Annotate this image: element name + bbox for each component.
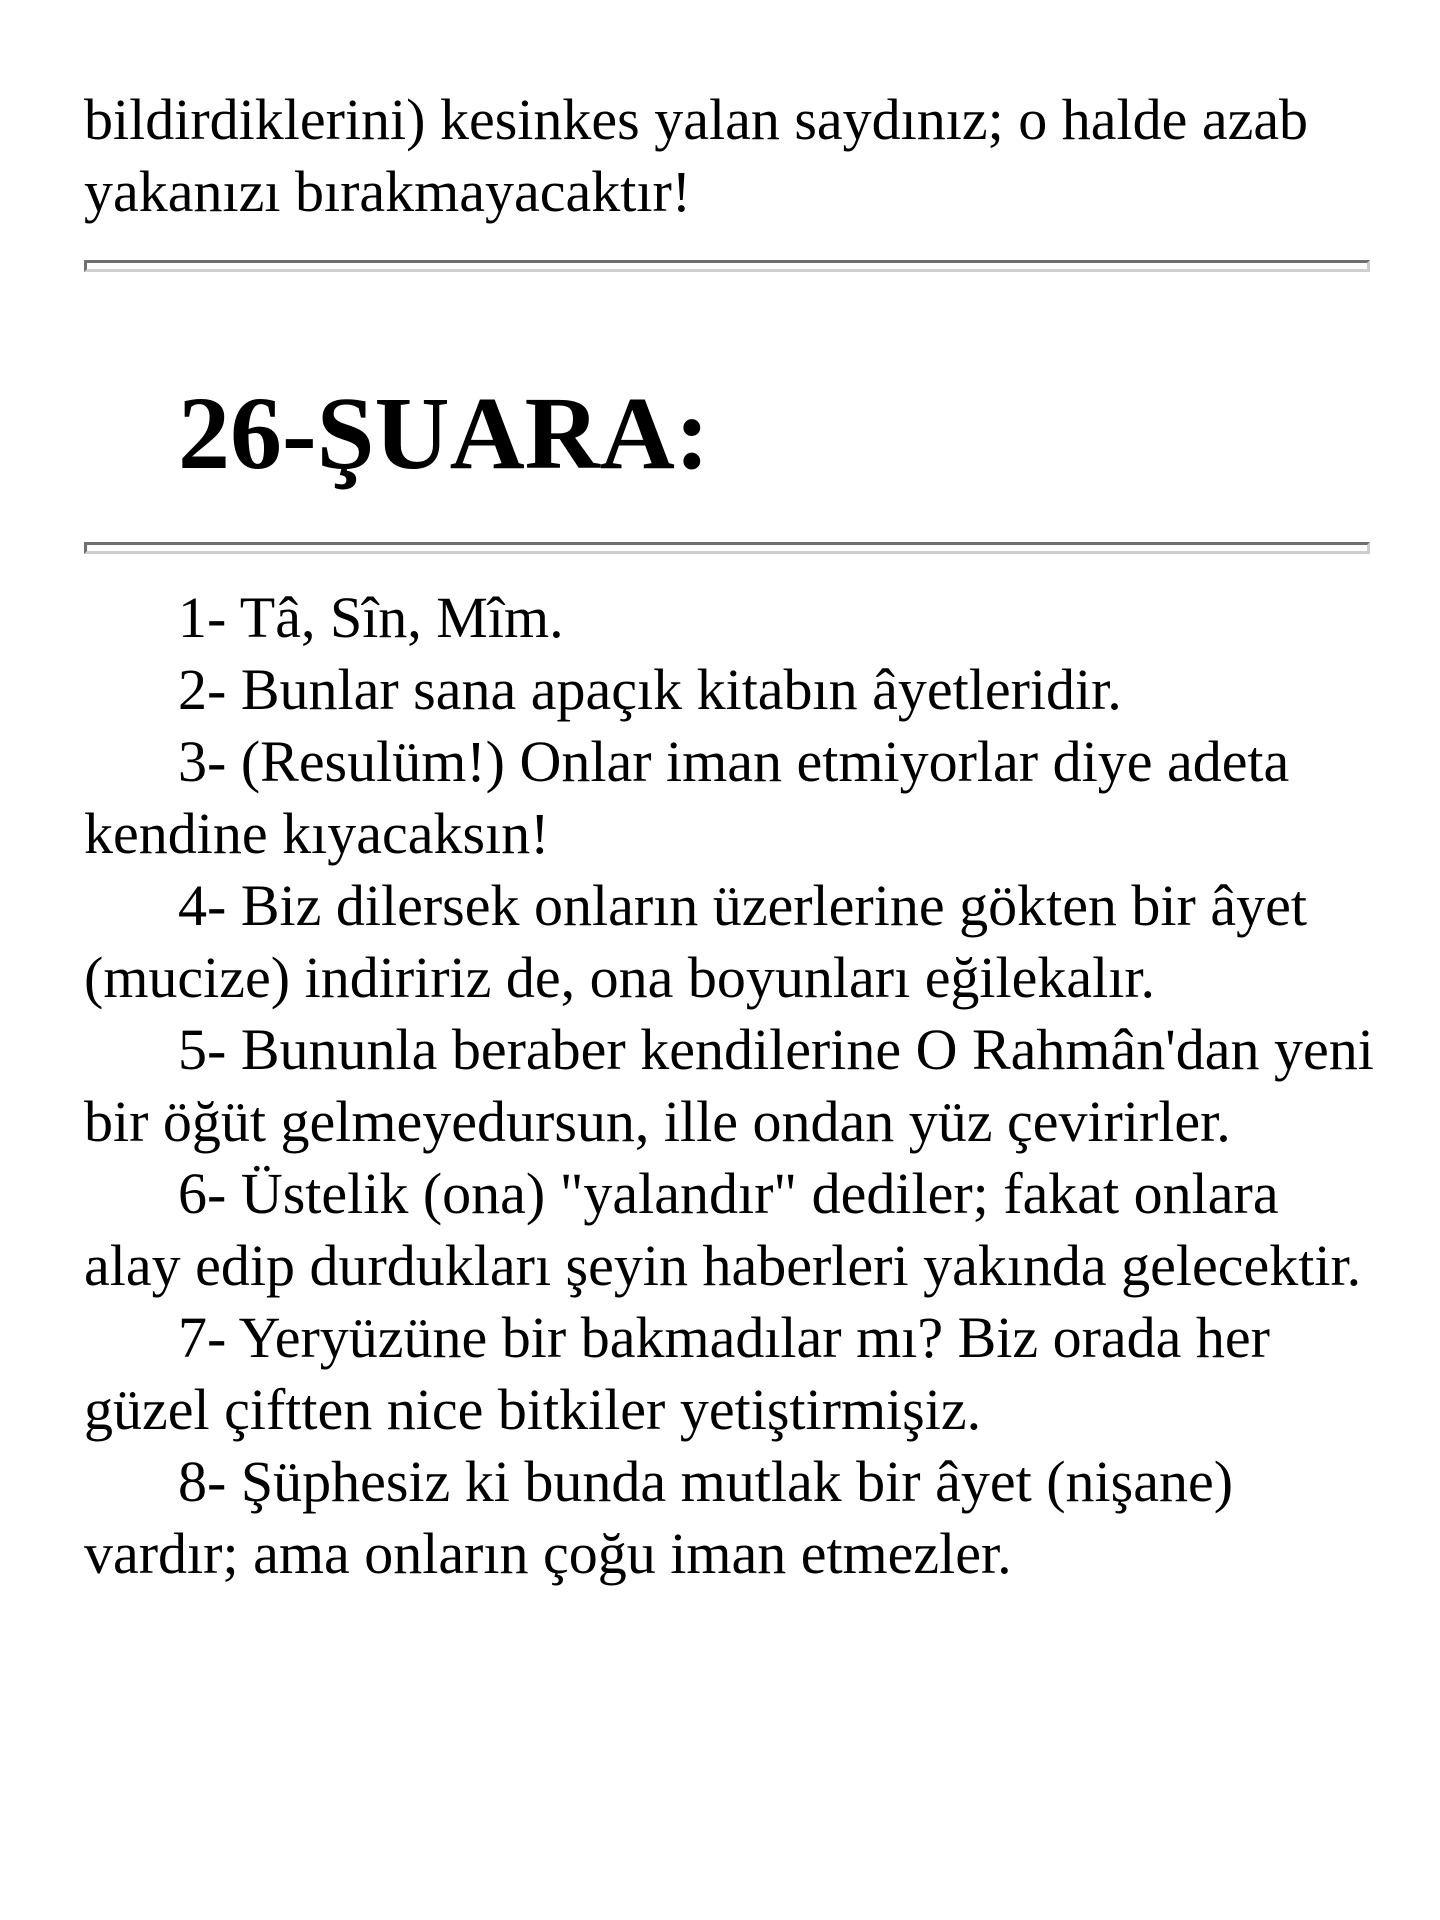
top-divider <box>84 260 1370 272</box>
verse-8: 8- Şüphesiz ki bunda mutlak bir âyet (nişane) vardır; ama onların çoğu iman etmezler. <box>84 1449 1234 1586</box>
verse-2: 2- Bunlar sana apaçık kitabın âyetleridir. <box>178 657 1122 722</box>
verse-5: 5- Bununla beraber kendilerine O Rahmân'dan yeni bir öğüt gelmeyedursun, ille ondan yüz çevirirler. <box>84 1017 1374 1154</box>
document-page <box>84 0 1374 1590</box>
verse-4: 4- Biz dilersek onların üzerlerine gökten bir âyet (mucize) indiririz de, ona boyunları eğilekalır. <box>84 873 1307 1010</box>
verse-list <box>84 582 1374 1590</box>
verse-3: 3- (Resulüm!) Onlar iman etmiyorlar diye adeta kendine kıyacaksın! <box>84 729 1290 866</box>
chapter-title: 26-ŞUARA: <box>178 376 710 491</box>
bottom-divider <box>84 542 1370 554</box>
verse-1: 1- Tâ, Sîn, Mîm. <box>178 585 564 650</box>
verse-7: 7- Yeryüzüne bir bakmadılar mı? Biz orada her güzel çiftten nice bitkiler yetiştirmişiz. <box>84 1305 1270 1442</box>
continuation-paragraph: bildirdiklerini) kesinkes yalan saydınız; o halde azab yakanızı bırakmayacaktır! <box>84 87 1309 224</box>
verse-6: 6- Üstelik (ona) "yalandır" dediler; fakat onlara alay edip durdukları şeyin haberleri yakında gelecektir. <box>84 1161 1362 1298</box>
